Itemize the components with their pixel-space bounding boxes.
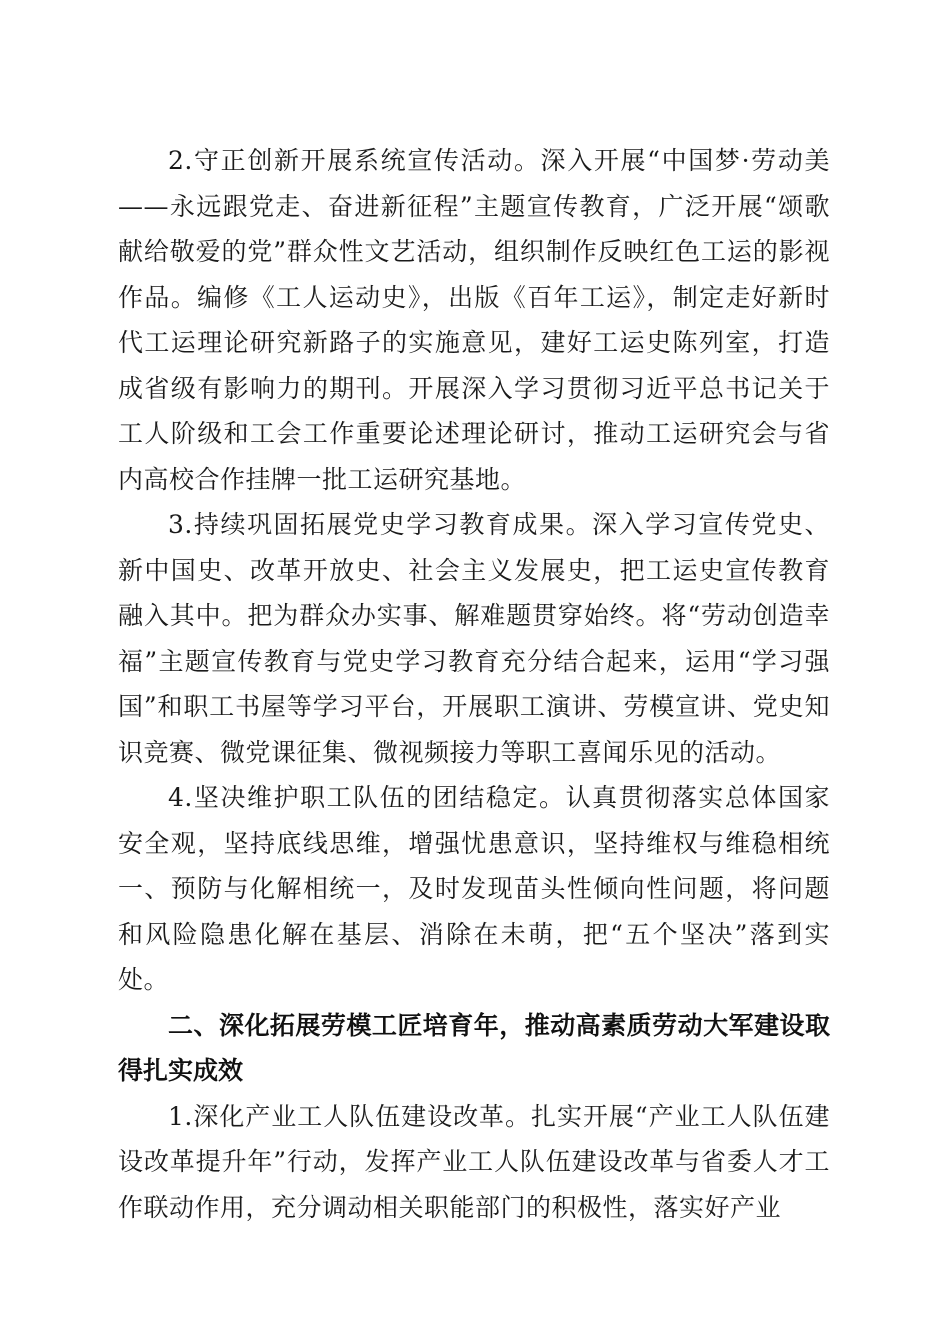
- paragraph-party-history-education: 3.持续巩固拓展党史学习教育成果。深入学习宣传党史、新中国史、改革开放史、社会主义发展史，把工运史宣传教育融入其中。把为群众办实事、解难题贯穿始终。将“劳动创造幸福”主题宣传教育与党史学习教育充分结合起来，运用“学习强国”和职工书屋等学习平台，开展职工演讲、劳模宣讲、党史知识竞赛、微党课征集、微视频接力等职工喜闻乐见的活动。: [118, 510, 830, 767]
- section-heading-two: 二、深化拓展劳模工匠培育年，推动高素质劳动大军建设取得扎实成效: [118, 1010, 830, 1085]
- paragraph-propaganda-activities: 2.守正创新开展系统宣传活动。深入开展“中国梦·劳动美——永远跟党走、奋进新征程”主题宣传教育，广泛开展“颂歌献给敬爱的党”群众性文艺活动，组织制作反映红色工运的影视作品。编修《工人运动史》，出版《百年工运》，制定走好新时代工运理论研究新路子的实施意见，建好工运史陈列室，打造成省级有影响力的期刊。开展深入学习贯彻习近平总书记关于工人阶级和工会工作重要论述理论研讨，推动工运研究会与省内高校合作挂牌一批工运研究基地。: [118, 146, 830, 494]
- paragraph-industrial-worker-reform: 1.深化产业工人队伍建设改革。扎实开展“产业工人队伍建设改革提升年”行动，发挥产业工人队伍建设改革与省委人才工作联动作用，充分调动相关职能部门的积极性，落实好产业: [118, 1101, 830, 1222]
- document-body: [118, 138, 830, 1230]
- paragraph-workforce-stability: 4.坚决维护职工队伍的团结稳定。认真贯彻落实总体国家安全观，坚持底线思维，增强忧患意识，坚持维权与维稳相统一、预防与化解相统一，及时发现苗头性倾向性问题，将问题和风险隐患化解在基层、消除在未萌，把“五个坚决”落到实处。: [118, 783, 830, 994]
